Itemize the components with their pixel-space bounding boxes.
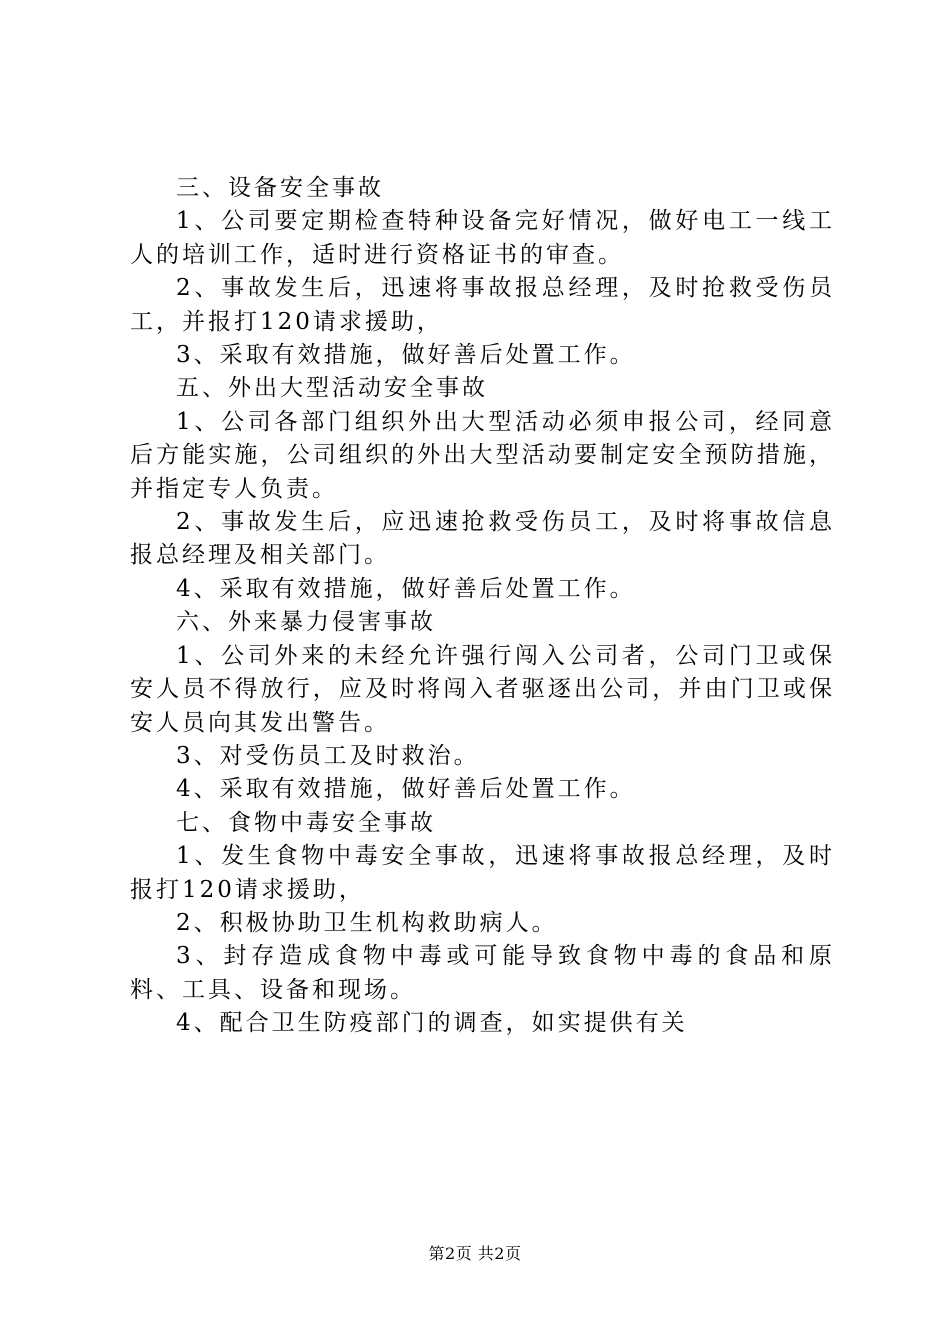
paragraph-violence-3: 3、对受伤员工及时救治。: [176, 742, 480, 769]
document-body: [130, 172, 835, 1041]
section-heading-violence: 六、外来暴力侵害事故: [176, 609, 436, 636]
paragraph-food-3: 3、封存造成食物中毒或可能导致食物中毒的食品和原料、工具、设备和现场。: [130, 943, 835, 1003]
paragraph-violence-1: 1、公司外来的未经允许强行闯入公司者，公司门卫或保安人员不得放行，应及时将闯入者驱逐出公司，并由门卫或保安人员向其发出警告。: [130, 642, 835, 736]
paragraph-equipment-1: 1、公司要定期检查特种设备完好情况，做好电工一线工人的培训工作，适时进行资格证书的审查。: [130, 208, 835, 268]
paragraph-food-2: 2、积极协助卫生机构救助病人。: [176, 909, 558, 936]
section-heading-outing: 五、外出大型活动安全事故: [176, 375, 488, 402]
paragraph-outing-1: 1、公司各部门组织外出大型活动必须申报公司，经同意后方能实施，公司组织的外出大型活动要制定安全预防措施，并指定专人负责。: [130, 408, 835, 502]
paragraph-equipment-2: 2、事故发生后，迅速将事故报总经理，及时抢救受伤员工，并报打120请求援助，: [130, 275, 835, 335]
paragraph-food-4: 4、配合卫生防疫部门的调查，如实提供有关: [176, 1010, 688, 1037]
paragraph-outing-4: 4、采取有效措施，做好善后处置工作。: [176, 575, 636, 602]
paragraph-food-1: 1、发生食物中毒安全事故，迅速将事故报总经理，及时报打120请求援助，: [130, 843, 835, 903]
section-heading-food-poisoning: 七、食物中毒安全事故: [176, 809, 436, 836]
paragraph-violence-4: 4、采取有效措施，做好善后处置工作。: [176, 776, 636, 803]
section-heading-equipment: 三、设备安全事故: [176, 175, 384, 201]
paragraph-equipment-3: 3、采取有效措施，做好善后处置工作。: [176, 342, 636, 369]
page-number-footer: 第2页 共2页: [428, 1244, 522, 1263]
paragraph-outing-2: 2、事故发生后，应迅速抢救受伤员工，及时将事故信息报总经理及相关部门。: [130, 509, 835, 569]
